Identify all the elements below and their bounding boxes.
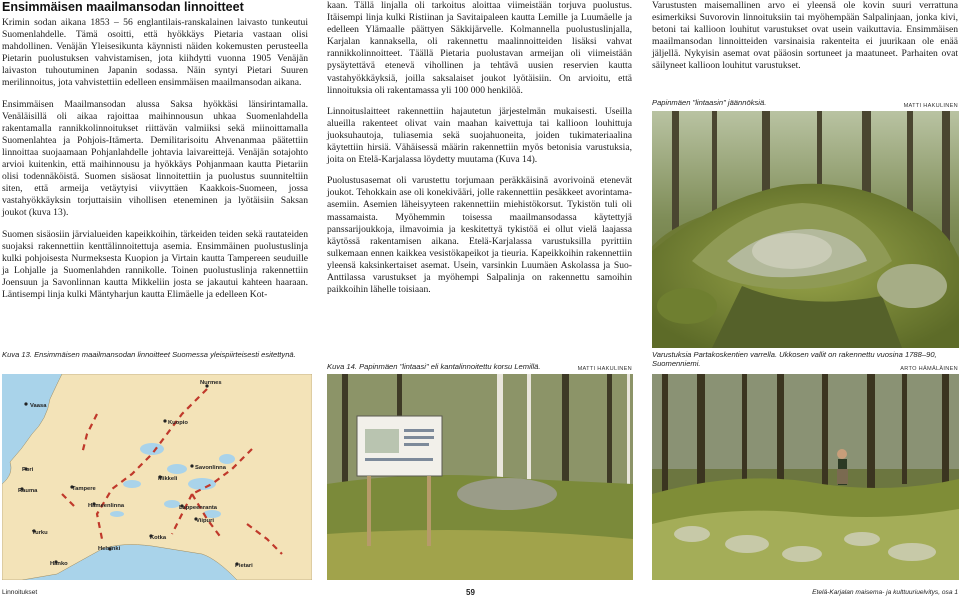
paragraph: Ensimmäisen Maailmansodan alussa Saksa hyökkäsi länsirintamalla. Venäläisillä oli aikaa rajoittaa maihinnousun uhkaa Suomenlahdella rakentamalla rannikkolinnoitukset riittävän valmiiksi sekä miinoittamalla Suomenlahtea ja Pohjois-Itämerta. Demilitarisoitu Ahvenanmaa päätettiin linnoittaa suojaamaan Pohjanlahdelle johtavia laivareittejä. Venäjän sotajohto arvioi kuitenkin, että maihinnousu ja hyökkäys Pohjanmaan kautta Pietariin olisi todennäköistä. Suomen sisäosat linnoitettiin ja puolustus suunniteltiin siten, että armeija vetäytyisi viivyttäen Kaakkois-Suomeen, jossa vastahyökkäyksin torjuttaisiin vihollisen eteneminen ja lyötäisiin Saksan joukot (kuva 13). <box>2 98 308 219</box>
photo-credit: MATTI HAKULINEN <box>577 366 632 372</box>
map-label: Nurmes <box>200 380 222 386</box>
text-column-1 <box>2 17 308 310</box>
map-label: Savonlinna <box>195 465 226 471</box>
paragraph: kaan. Tällä linjalla oli tarkoitus aloittaa viimeistään torjuva puolustus. Itäisempi linja kulki Ristiinan ja Savitaipaleen kautta Lemille ja Luumäelle ja edelleen Ylämaalle päättyen Säkkijärvelle. Kolmannella puolustuslinjalla, Karjalan kannaksella, oli rakennettu maalinnoitteiden lisäksi vahvat rannikkolinnoitteet. Täällä Pietaria puolustavan armeijan oli viimeistään pysäytettävä etenevä vihollinen ja tehtävä uusien reservien kautta vastahyökkäyksiä, joilla saksalaiset joukot lyötäisiin. On arvioitu, että linnoituksia oli rakentamassa yli 100 000 henkilöä. <box>327 0 632 96</box>
map-label: Pori <box>22 467 34 473</box>
photo-caption: Papinmäen "lintaasin" jäännöksiä. <box>652 98 767 107</box>
map-label: Kuopio <box>168 420 188 426</box>
map-label: Kotka <box>150 535 167 541</box>
figure-caption: Kuva 14. Papinmäen "lintaasi" eli kantalinnoitettu korsu Lemillä. <box>327 362 541 371</box>
page-number: 59 <box>466 588 475 597</box>
footer-section: Linnoitukset <box>2 589 38 596</box>
photo-credit: ARTO HÄMÄLÄINEN <box>900 366 958 372</box>
text-column-3 <box>652 0 958 82</box>
bunker-ruin-photo <box>652 111 959 348</box>
map-label: Lappeenranta <box>179 505 218 511</box>
map-label: Rauma <box>18 488 38 494</box>
paragraph: Suomen sisäosiin järvialueiden kapeikkoihin, tärkeiden teiden sekä rautateiden suojaksi rakennettiin kenttälinnoitettuja asemia. Ensimmäinen puolustuslinja kulki pohjoisesta Nurmeksesta Kuopion ja Virtain kautta Tampereen seuduille ja Lohjalle ja Suomenlahden rannikolle. Toinen puolustuslinja rakennettiin Joensuun ja Savonlinnan kautta Mikkeliin josta se jakautui kahteen haaraan. Läntisempi linja kulki Mäntyharjun kautta Elimäelle ja edelleen Kot- <box>2 228 308 300</box>
map-label: Tampere <box>72 486 96 492</box>
map-label: Pietari <box>235 563 253 569</box>
finland-fortifications-map <box>2 374 312 580</box>
footer-publication: Etelä-Karjalan maisema- ja kulttuuriuelvitys, osa 1 <box>812 589 958 596</box>
article-title: Ensimmäisen maailmansodan linnoitteet <box>2 0 244 14</box>
paragraph: Varustusten maisemallinen arvo ei yleensä ole kovin suuri verrattuna esimerkiksi Suvorovin linnoituksiin tai myöhempään Salpalinjaan, jonka kivi, betoni tai kallioon louhitut varustukset ovat usein vaikuttavia. Ensimmäisen maailmansodan linnoitteiden varsinaisia rakenteita ei juurikaan ole enää jäljellä. Nykyisin asemat ovat pääosin sortuneet ja maatuneet. Parhaiten ovat säilyneet kallioon louhitut varustukset. <box>652 0 958 72</box>
forest-rampart-photo <box>652 374 959 580</box>
map-label: Mikkeli <box>158 476 178 482</box>
text-column-2 <box>327 0 632 305</box>
paragraph: Puolustusasemat oli varustettu torjumaan peräkkäisinä avorivoinä etenevät joukot. Tehokkain ase oli konekivääri, jolle rakennettiin pesäkkeet avorintama-asemiin. Asemien läheisyyteen rakennettiin miehistökorsut. Tykistön tuli oli massamaista. Myöhemmin toisessa maailmansodassa käytettyjä panssarijoukkoja, ilmavoimia ja keskitettyä tykistöä ei ollut vielä laajassa käytössä rakentamisen aikana. Etelä-Karjalassa varustuksilla pyrittiin sulkemaan ennen kaikkea vesistökapeikot ja tieuria. Kapeikkoihin rakennettiin yleensä kaksinkertaiset asemat. Usein, varsinkin Luumäen Askolassa ja Suo-Anttilassa varustukset ja myöhempi Salpalinja on rakennettu samoihin paikkoihin lähelle toisiaan. <box>327 175 632 296</box>
figure-caption: Kuva 13. Ensimmäisen maailmansodan linnoitteet Suomessa yleispiirteisesti esitettynä. <box>2 350 296 359</box>
paragraph: Krimin sodan aikana 1853 – 56 englantilais-ranskalainen laivasto tunkeutui Suomenlahdelle. Tämä osoitti, että hyökkäys Pietaria vastaan olisi mahdollinen. Venäjän Yleisesikunta käynnisti näiden kokemusten perusteella Pietarin puolustuksen vahvistamisen, jota kiihdytti vuonna 1905 Venäjän laivaston tuhoutuminen Japanin sodassa. Näin syntyi Pietari Suuren merilinnoitus, jota vahvistettiin edelleen ensimmäisen maailmansodan aikana. <box>2 17 308 89</box>
map-label: Viipuri <box>196 518 214 524</box>
map-label: Turku <box>32 530 48 536</box>
photo-credit: MATTI HAKULINEN <box>903 103 958 109</box>
paragraph: Linnoituslaitteet rakennettiin hajautetun järjestelmän mukaisesti. Useilla alueilla rakenteet olivat vain maahan kaivettuja tai kallioon louhittuja juoksuhautoja, tuliasemia sekä suojahuoneita, joiden tukimateriaalina käytettiin hirsiä. Vähäisessä määrin rakennettiin myös betonisia varustuksia, joita on Etelä-Karjalassa löydetty muutama (Kuva 14). <box>327 105 632 166</box>
map-label: Vaasa <box>30 403 47 409</box>
map-label: Hanko <box>50 561 68 567</box>
map-label: Helsinki <box>98 546 121 552</box>
figure-caption: Varustuksia Partakoskentien varrella. Ukkosen vallit on rakennettu vuosina 1788–90, Suomenniemi. <box>652 350 937 368</box>
map-label: Hämeenlinna <box>88 503 125 509</box>
info-sign-photo <box>327 374 633 580</box>
